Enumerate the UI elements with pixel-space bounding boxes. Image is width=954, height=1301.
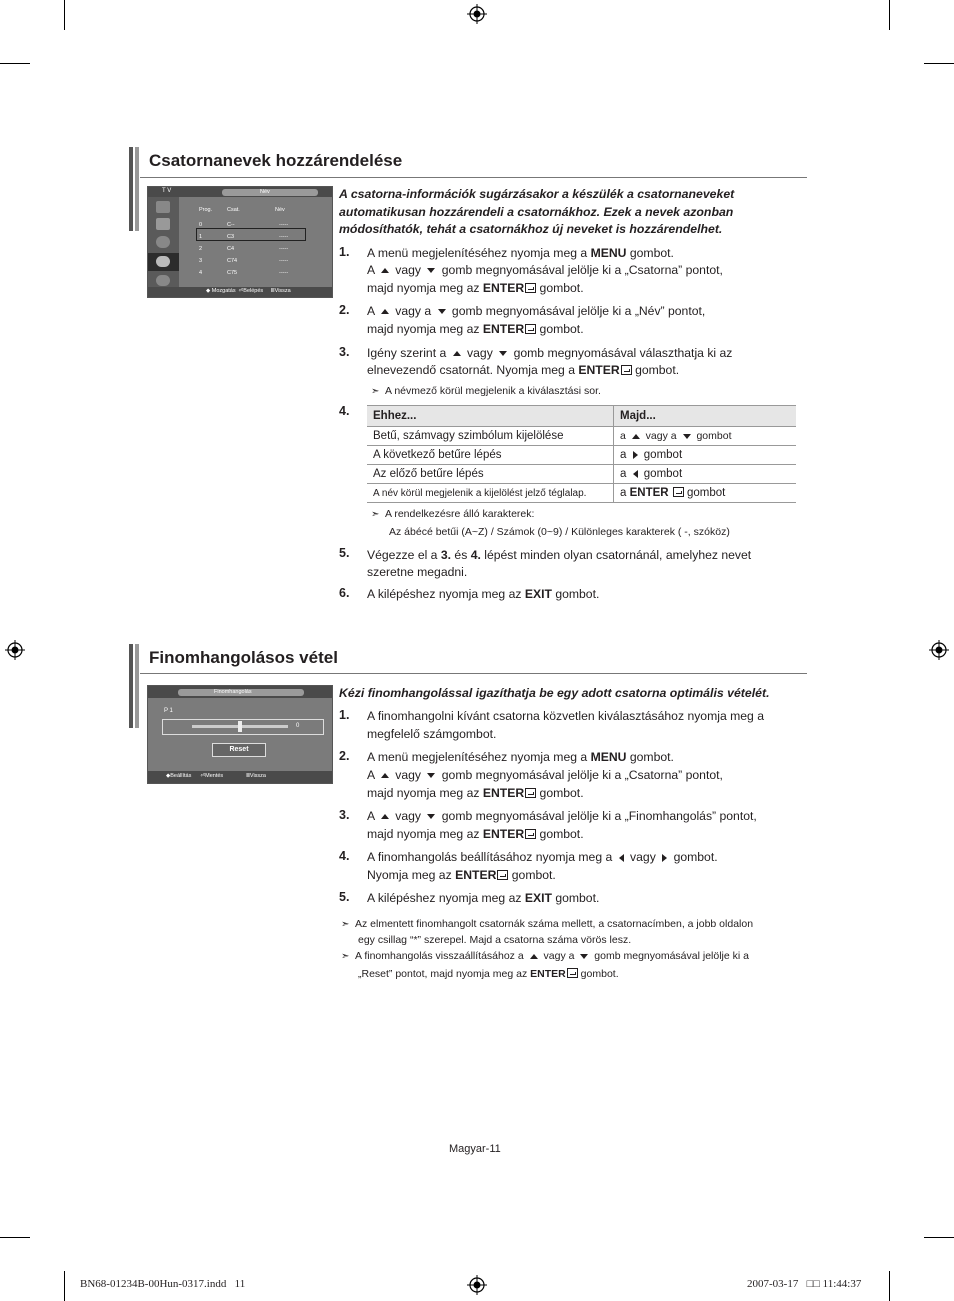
osd-icon [156, 218, 170, 230]
osd-col-nev: Név [275, 207, 285, 213]
note: Az ábécé betűi (A~Z) / Számok (0~9) / Különleges karakterek ( -, szóköz) [389, 526, 730, 538]
file-name: BN68-01234B-00Hun-0317.indd 11 [80, 1278, 246, 1290]
instruction-table [367, 405, 796, 503]
note: „Reset” pontot, majd nyomja meg az ENTER gombot. [358, 968, 619, 980]
down-arrow-icon [427, 814, 435, 819]
step-number: 3. [339, 808, 350, 822]
osd-footer: ◆Beállítás ⏎Mentés ⅢVissza [166, 773, 266, 779]
step-number: 4. [339, 849, 350, 863]
note-arrow-icon: ➣ [371, 386, 380, 397]
up-arrow-icon [530, 954, 538, 959]
enter-icon [525, 788, 536, 798]
table-header: Majd... [614, 406, 797, 427]
step-text: szeretne megadni. [367, 565, 468, 579]
enter-icon [497, 870, 508, 880]
osd-header: Név [260, 189, 270, 195]
page-number: Magyar-11 [449, 1143, 501, 1155]
step-text: majd nyomja meg az ENTER gombot. [367, 786, 584, 800]
step-text: A menü megjelenítéséhez nyomja meg a MENU gombot. [367, 246, 674, 260]
registration-mark-icon [929, 640, 949, 660]
note-arrow-icon: ➣ [341, 951, 350, 962]
step-text: majd nyomja meg az ENTER gombot. [367, 827, 584, 841]
intro-line: módosíthatók, tehát a csatornákhoz új neveket is hozzárendelhet. [339, 222, 723, 236]
osd-col-csat: Csat. [227, 207, 240, 213]
step-number: 6. [339, 586, 350, 600]
osd-reset-button: Reset [212, 743, 266, 757]
step-number: 1. [339, 245, 350, 259]
tv-osd-fine-tune [147, 685, 333, 784]
step-number: 5. [339, 546, 350, 560]
osd-tab: T V [162, 188, 172, 194]
step-text: A vagy gomb megnyomásával jelölje ki a „Finomhangolás” pontot, [367, 809, 757, 823]
step-text: Végezze el a 3. és 4. lépést minden olyan csatornánál, amelyhez nevet [367, 548, 752, 562]
osd-col-prog: Prog. [199, 207, 213, 213]
enter-icon [525, 324, 536, 334]
section-rule [140, 177, 807, 178]
osd-header: Finomhangolás [214, 689, 252, 695]
step-text: Igény szerint a vagy gomb megnyomásával választhatja ki az [367, 346, 733, 360]
step-number: 2. [339, 303, 350, 317]
step-number: 4. [339, 404, 350, 418]
step-text: Nyomja meg az ENTER gombot. [367, 868, 556, 882]
registration-mark-icon [5, 640, 25, 660]
up-arrow-icon [453, 351, 461, 356]
osd-icon [156, 236, 170, 248]
down-arrow-icon [427, 268, 435, 273]
section-rule [140, 673, 807, 674]
down-arrow-icon [683, 434, 691, 439]
enter-icon [567, 968, 578, 978]
intro-line: Kézi finomhangolással igazíthatja be egy adott csatorna optimális vételét. [339, 686, 770, 700]
section-bar [135, 147, 139, 231]
up-arrow-icon [381, 814, 389, 819]
osd-slider-thumb [238, 721, 242, 732]
osd-icon [156, 201, 170, 213]
section-bar [129, 644, 133, 728]
note-arrow-icon: ➣ [341, 919, 350, 930]
note-arrow-icon: ➣ [371, 509, 380, 520]
intro-line: automatikusan hozzárendeli a csatornákhoz. Ezek a nevek azonban [339, 205, 734, 219]
step-text: majd nyomja meg az ENTER gombot. [367, 322, 584, 336]
section-bar [135, 644, 139, 728]
right-arrow-icon [662, 854, 667, 862]
step-text: A kilépéshez nyomja meg az EXIT gombot. [367, 891, 600, 905]
table-row: Betű, számvagy szimbólum kijelölése a vagy a gombot [367, 427, 796, 446]
step-number: 1. [339, 708, 350, 722]
down-arrow-icon [438, 309, 446, 314]
table-header: Ehhez... [367, 406, 614, 427]
step-text: A vagy gomb megnyomásával jelölje ki a „Csatorna” pontot, [367, 768, 723, 782]
registration-mark-icon [467, 4, 487, 24]
enter-icon [525, 283, 536, 293]
down-arrow-icon [580, 954, 588, 959]
registration-mark-icon [467, 1275, 487, 1295]
osd-icon [156, 275, 170, 286]
osd-footer: ◆ Mozgatás ⏎Belépés ⅢVissza [206, 288, 291, 294]
tv-osd-channel-name [147, 186, 333, 298]
step-text: A kilépéshez nyomja meg az EXIT gombot. [367, 587, 600, 601]
left-arrow-icon [619, 854, 624, 862]
step-text: A vagy gomb megnyomásával jelölje ki a „Csatorna” pontot, [367, 263, 723, 277]
osd-row-highlight [196, 228, 306, 241]
note: ➣ A rendelkezésre álló karakterek: [371, 506, 534, 523]
section-title: Finomhangolásos vétel [149, 648, 338, 667]
table-row: Az előző betűre lépés a gombot [367, 465, 796, 484]
up-arrow-icon [381, 268, 389, 273]
step-text: A menü megjelenítéséhez nyomja meg a MENU gombot. [367, 750, 674, 764]
down-arrow-icon [427, 773, 435, 778]
step-text: A vagy a gomb megnyomásával jelölje ki a „Név” pontot, [367, 304, 706, 318]
section-bar [129, 147, 133, 231]
right-arrow-icon [633, 451, 638, 459]
table-row: A név körül megjelenik a kijelölést jelző téglalap. a ENTER gombot [367, 484, 796, 503]
osd-row: ----- ----- ----- ----- ----- [279, 222, 289, 276]
intro-line: A csatorna-információk sugárzásakor a készülék a csatornaneveket [339, 187, 735, 201]
note: egy csillag “*” szerepel. Majd a csatorna száma vörös lesz. [358, 934, 632, 946]
enter-icon [673, 487, 684, 497]
up-arrow-icon [381, 309, 389, 314]
section-title: Csatornanevek hozzárendelése [149, 151, 403, 170]
up-arrow-icon [632, 434, 640, 439]
step-number: 5. [339, 890, 350, 904]
note: ➣ Az elmentett finomhangolt csatornák száma mellett, a csatornacímben, a jobb oldalon [341, 916, 753, 933]
step-number: 2. [339, 749, 350, 763]
up-arrow-icon [381, 773, 389, 778]
osd-row: 0 1 2 3 4 [199, 222, 203, 276]
step-text: megfelelő számgombot. [367, 727, 497, 741]
osd-prog: P 1 [164, 708, 173, 714]
down-arrow-icon [499, 351, 507, 356]
note: ➣ A névmező körül megjelenik a kiválasztási sor. [371, 383, 601, 400]
table-row: A következő betűre lépés a gombot [367, 446, 796, 465]
left-arrow-icon [633, 470, 638, 478]
note: ➣ A finomhangolás visszaállításához a vagy a gomb megnyomásával jelölje ki a [341, 948, 749, 965]
step-text: A finomhangolás beállításához nyomja meg a vagy gombot. [367, 850, 718, 864]
step-text: A finomhangolni kívánt csatorna közvetlen kiválasztásához nyomja meg a [367, 709, 764, 723]
osd-row: C-- C3 C4 C74 C75 [227, 222, 238, 276]
timestamp: 2007-03-17 □□ 11:44:37 [747, 1278, 862, 1290]
step-text: majd nyomja meg az ENTER gombot. [367, 281, 584, 295]
enter-icon [621, 365, 632, 375]
step-text: elnevezendő csatornát. Nyomja meg a ENTER gombot. [367, 363, 680, 377]
step-number: 3. [339, 345, 350, 359]
enter-icon [525, 829, 536, 839]
osd-value: 0 [296, 723, 300, 729]
